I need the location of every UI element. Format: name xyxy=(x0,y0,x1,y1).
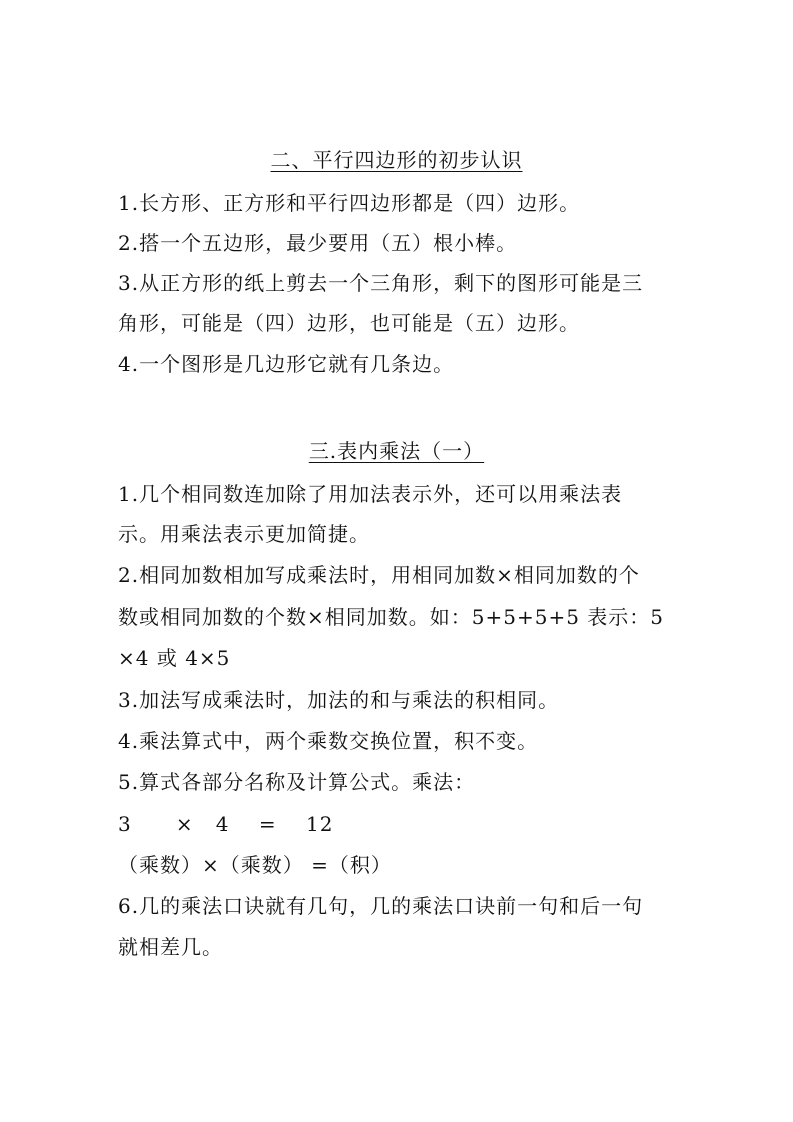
formula-names-line: （乘数）×（乘数） =（积） xyxy=(118,853,392,877)
text-line: 数或相同加数的个数×相同加数。如：5+5+5+5 表示：5 xyxy=(118,605,665,629)
formula-line: 3 × 4 = 12 xyxy=(118,812,334,836)
text-line: 6.几的乘法口诀就有几句，几的乘法口诀前一句和后一句 xyxy=(118,894,644,918)
section-title: 三.表内乘法（一） xyxy=(308,439,485,463)
text-line: 2.搭一个五边形，最少要用（五）根小棒。 xyxy=(118,231,518,255)
text-line: 4.乘法算式中，两个乘数交换位置，积不变。 xyxy=(118,729,539,753)
text-line: 4.一个图形是几边形它就有几条边。 xyxy=(118,352,455,376)
text-line: 3.加法写成乘法时，加法的和与乘法的积相同。 xyxy=(118,688,560,712)
text-line: 就相差几。 xyxy=(118,935,223,959)
text-line: 2.相同加数相加写成乘法时，用相同加数×相同加数的个 xyxy=(118,563,640,587)
section-title: 二、平行四边形的初步认识 xyxy=(270,148,523,172)
text-line: 角形，可能是（四）边形，也可能是（五）边形。 xyxy=(118,311,580,335)
section-heading-parallelogram xyxy=(0,148,793,172)
text-line: 示。用乘法表示更加简捷。 xyxy=(118,522,370,546)
text-line: 3.从正方形的纸上剪去一个三角形，剩下的图形可能是三 xyxy=(118,271,644,295)
text-line: 5.算式各部分名称及计算公式。乘法： xyxy=(118,770,476,794)
section-heading-multiplication xyxy=(0,439,793,463)
text-line: 1.几个相同数连加除了用加法表示外，还可以用乘法表 xyxy=(118,482,623,506)
text-line: ×4 或 4×5 xyxy=(118,646,231,670)
text-line: 1.长方形、正方形和平行四边形都是（四）边形。 xyxy=(118,191,581,215)
